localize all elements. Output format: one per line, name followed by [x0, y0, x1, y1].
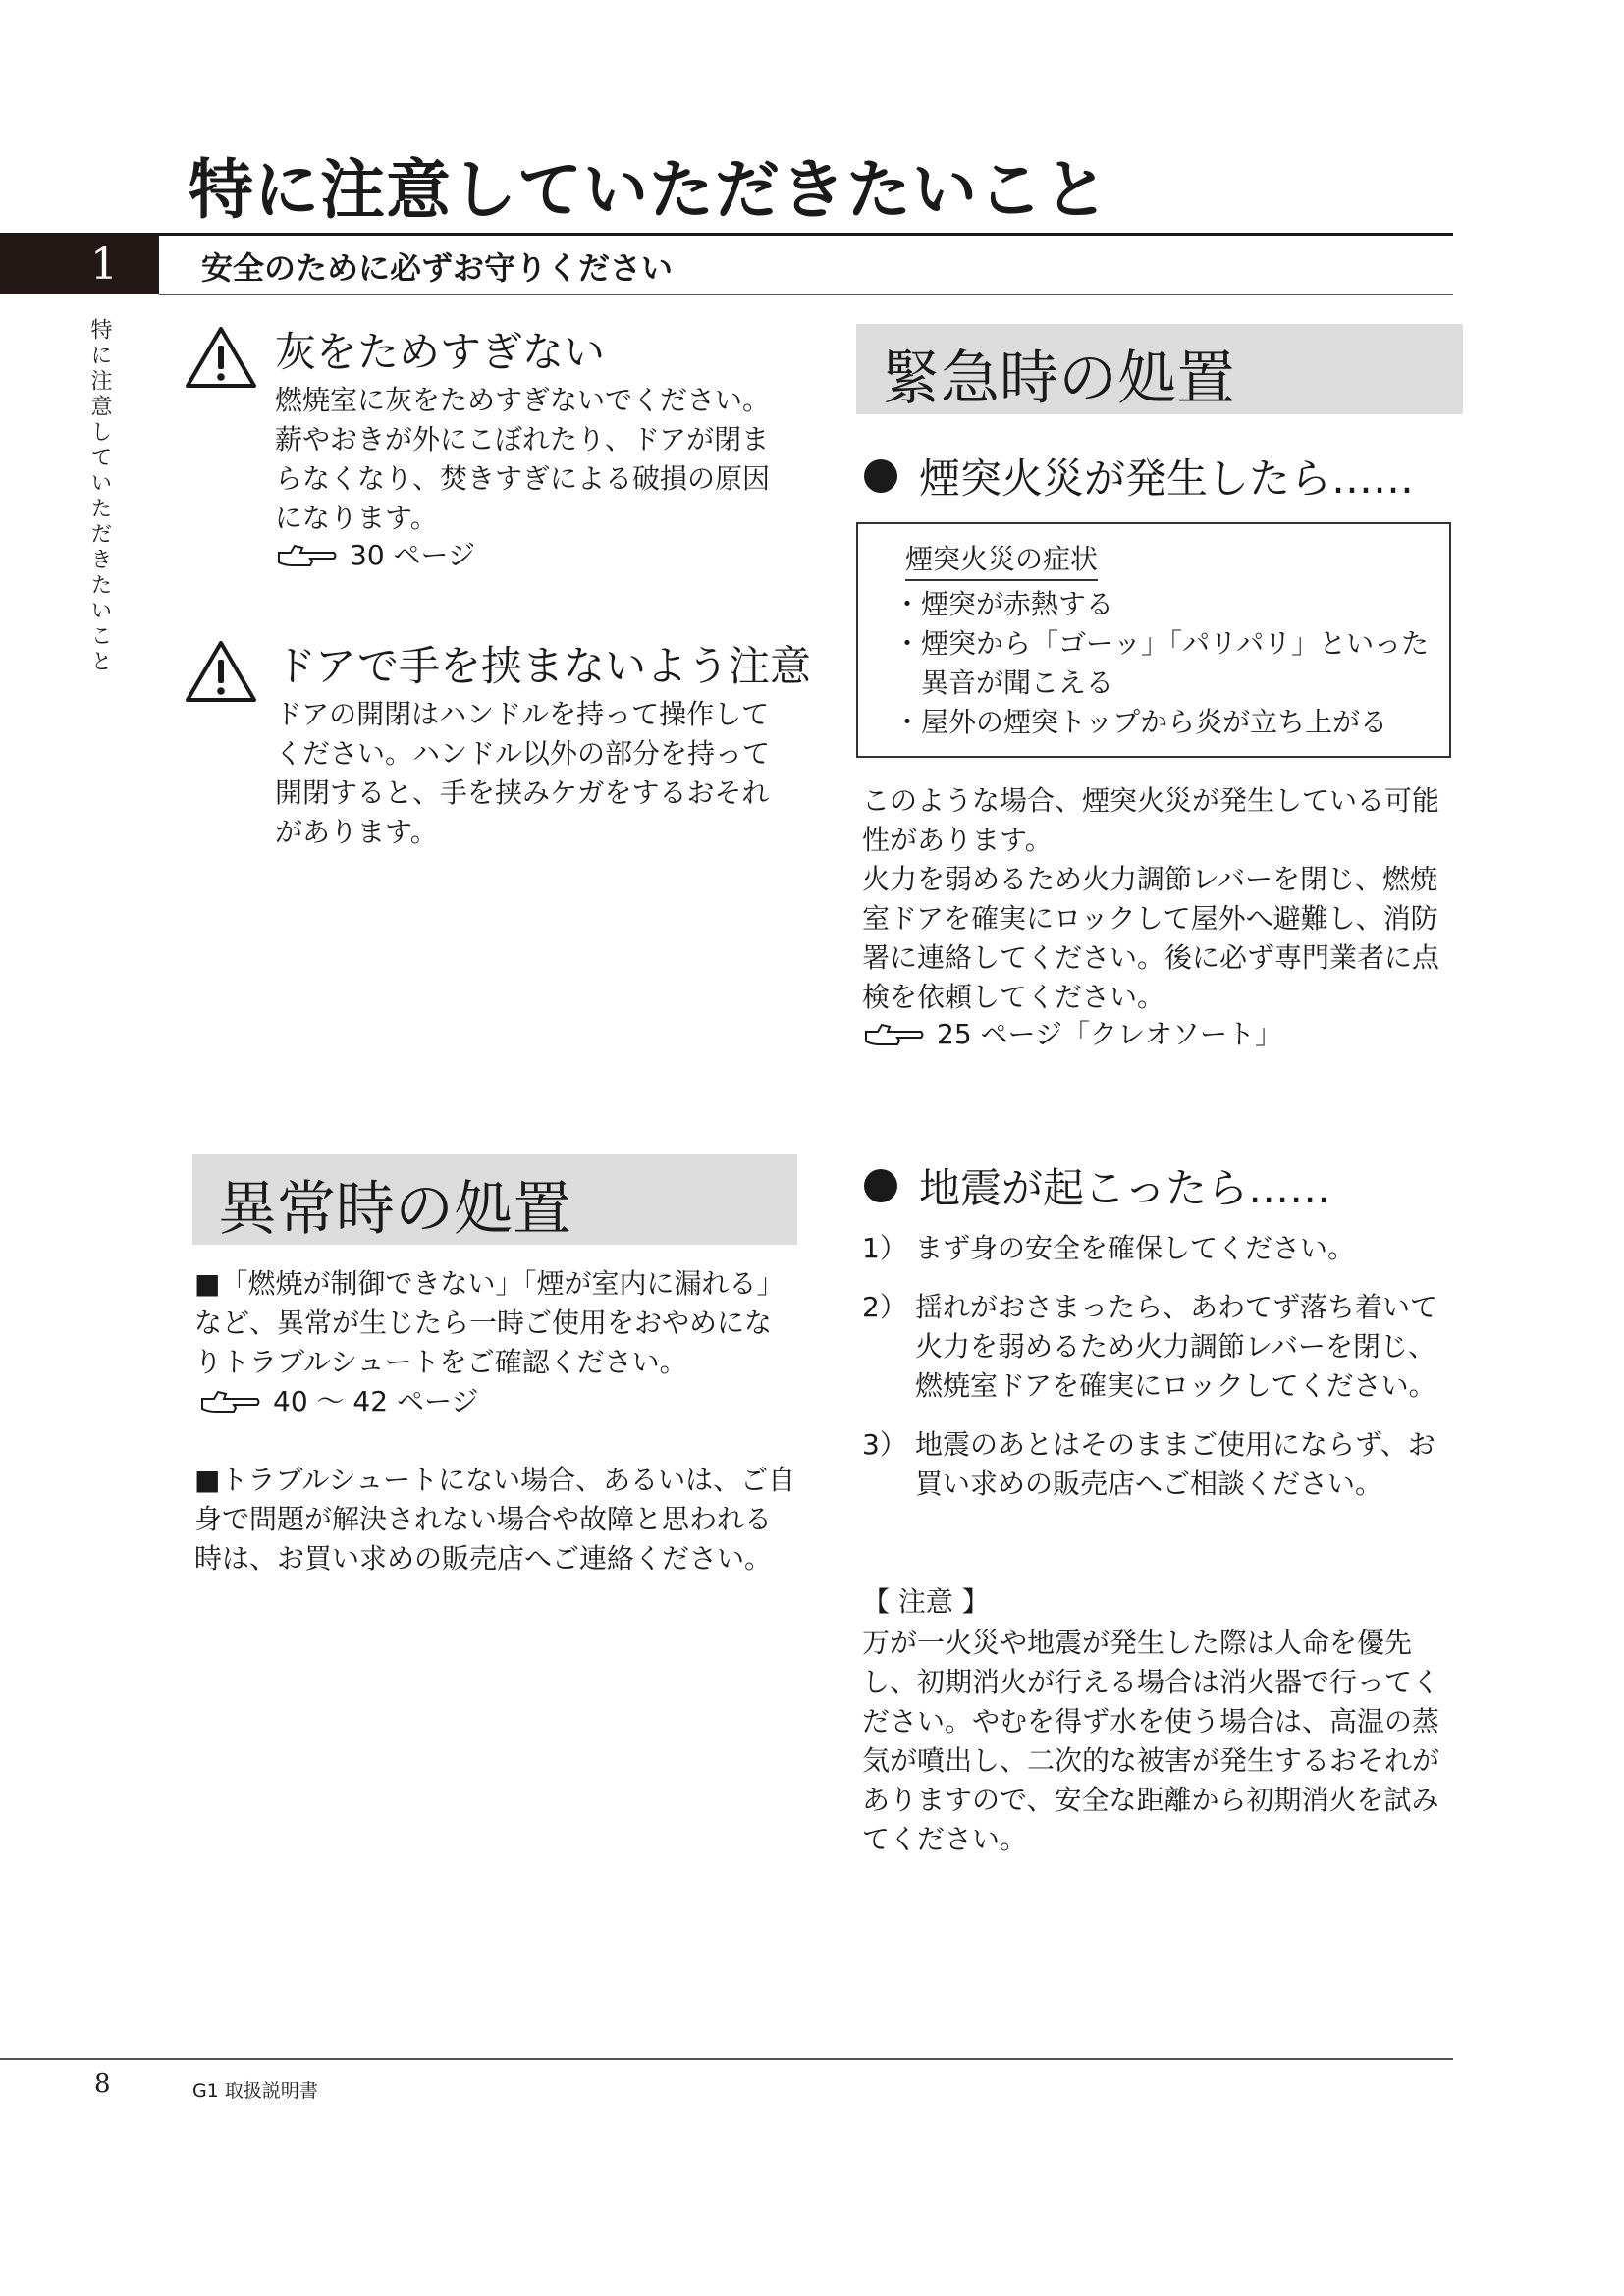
- page-reference: [864, 1015, 1282, 1054]
- abnormal-paragraph: ■「燃焼が制御できない」「煙が室内に漏れる」 など、異常が生じたら一時ご使用をおやめにな りトラブルシュートをご確認ください。: [194, 1267, 785, 1378]
- page-title: 特に注意していただきたいこと: [189, 151, 1110, 228]
- reference-text: 25 ページ「クレオソート」: [937, 1018, 1282, 1050]
- step-text: 地震のあとはそのままご使用にならず、お 買い求めの販売店へご相談ください。: [915, 1428, 1435, 1500]
- earthquake-steps: [862, 1229, 1461, 1523]
- subtitle-rule: [159, 294, 1453, 295]
- chapter-number: 1: [90, 240, 118, 290]
- section-heading-abnormal: [192, 1154, 797, 1245]
- page-reference: [277, 536, 475, 575]
- step-number: 2）: [862, 1291, 907, 1323]
- reference-text: 30 ページ: [350, 539, 475, 571]
- bullet-dot-icon: [864, 459, 897, 493]
- warning-body: 燃焼室に灰をためすぎないでください。 薪やおきが外にこぼれたり、ドアが閉ま らなくなり、焚きすぎによる破損の原因 になります。: [275, 384, 771, 534]
- chimney-fire-heading-text: 煙突火災が発生したら……: [919, 454, 1415, 503]
- warning-triangle-icon: [185, 326, 257, 389]
- step-text: 揺れがおさまったら、あわてず落ち着いて 火力を弱めるため火力調節レバーを閉じ、 燃焼室ドアを確実にロックしてください。: [915, 1291, 1438, 1402]
- section-heading-text: 緊急時の処置: [882, 345, 1235, 413]
- footer-rule: [0, 2058, 1453, 2060]
- pointing-hand-icon: [864, 1020, 925, 1049]
- abnormal-paragraph: ■トラブルシュートにない場合、あるいは、ご自 身で問題が解決されない場合や故障と思われる 時は、お買い求めの販売店へご連絡ください。: [194, 1464, 796, 1575]
- side-tab-label: 特に注意していただきたいこと: [87, 318, 112, 675]
- earthquake-heading-text: 地震が起こったら……: [919, 1164, 1331, 1212]
- caution-body: 万が一火災や地震が発生した際は人命を優先 し、初期消火が行える場合は消火器で行ってく ださい。やむを得ず水を使う場合は、高温の蒸 気が噴出し、二次的な被害が発生するおそれが ありますので、安全な距離から初期消火を試み てください。: [862, 1627, 1440, 1855]
- step-number: 1）: [862, 1232, 907, 1264]
- caution-title: 【 注意 】: [862, 1585, 990, 1618]
- warning-body: ドアの開閉はハンドルを持って操作して ください。ハンドル以外の部分を持って 開閉すると、手を挟みケガをするおそれ があります。: [275, 698, 771, 848]
- warning-triangle-icon: [185, 640, 257, 703]
- list-item: [862, 1229, 1461, 1268]
- earthquake-heading: [864, 1156, 1330, 1215]
- symptom-list: ・煙突が赤熱する ・煙突から「ゴーッ」「パリパリ」といった 異音が聞こえる ・屋外の煙突トップから炎が立ち上がる: [893, 588, 1430, 738]
- list-item: [862, 1425, 1461, 1504]
- chimney-fire-body: このような場合、煙突火災が発生している可能 性があります。 火力を弱めるため火力調節レバーを閉じ、燃焼 室ドアを確実にロックして屋外へ避難し、消防 署に連絡してください。後に必ず専門業者に点 検を依頼してください。: [862, 784, 1440, 1013]
- bullet-dot-icon: [864, 1169, 897, 1202]
- step-text: まず身の安全を確保してください。: [915, 1232, 1356, 1264]
- reference-text: 40 ～ 42 ページ: [273, 1385, 479, 1417]
- symptom-title: 煙突火災の症状: [905, 538, 1098, 581]
- section-heading-emergency: [856, 324, 1463, 414]
- list-item: [862, 1288, 1461, 1406]
- section-heading-text: 異常時の処置: [218, 1175, 571, 1244]
- page-reference: [200, 1382, 478, 1421]
- warning-title: 灰をためすぎない: [275, 328, 606, 376]
- chapter-badge: [0, 236, 159, 294]
- chimney-fire-heading: [864, 447, 1414, 506]
- page-number: 8: [94, 2069, 111, 2099]
- warning-title: ドアで手を挟まないよう注意: [275, 642, 812, 690]
- header-rule: [0, 233, 1453, 236]
- manual-title: G1 取扱説明書: [192, 2080, 318, 2102]
- pointing-hand-icon: [277, 541, 338, 570]
- step-number: 3）: [862, 1428, 907, 1461]
- chapter-subtitle: 安全のために必ずお守りください: [201, 249, 674, 287]
- pointing-hand-icon: [200, 1387, 261, 1416]
